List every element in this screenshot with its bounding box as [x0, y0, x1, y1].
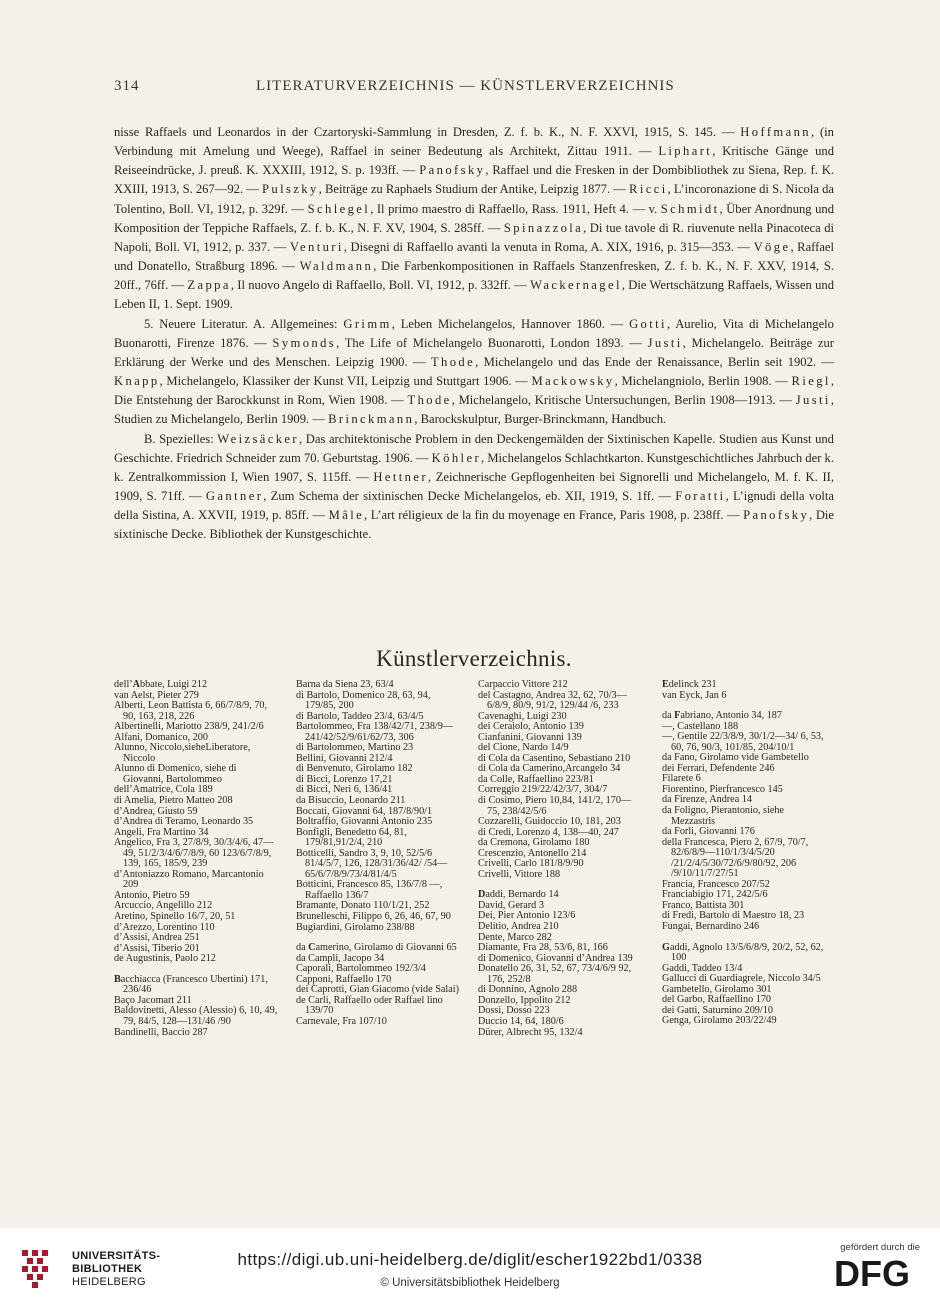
author-name: Thode	[430, 354, 476, 369]
index-entry	[114, 838, 278, 870]
running-title: LITERATURVERZEICHNIS — KÜNSTLERVERZEICHNIS	[256, 78, 675, 94]
author-name: Ricci	[629, 182, 668, 197]
index-entry	[296, 722, 460, 743]
text-segment: , Michelangelo. Beiträge zur Erklärung der Werke und des Menschen. Leipzig 1900. —	[114, 335, 834, 369]
index-entry-text: Francia, Francesco 207/52	[662, 878, 770, 890]
author-name: Vöge	[753, 239, 791, 254]
index-entry-text: Gambetello, Girolamo 301	[662, 983, 772, 995]
index-entry-text: di Cosimo, Piero 10,84, 141/2, 170—75, 238/42/5/6	[478, 795, 632, 817]
index-entry-text: da Colle, Raffaellino 223/81	[478, 773, 594, 785]
index-entry-text: Dossi, Dosso 223	[478, 1005, 550, 1017]
author-name: Schmidt	[660, 201, 720, 216]
index-entry-text: della Francesca, Piero 2, 67/9, 70/7, 82/6/8/9—110/1/3/4/5/20 /21/2/4/5/30/72/6/9/80/92, 206 /9/10/11/7/27/51	[662, 836, 809, 880]
index-entry-text: di Cola da Casentino, Sebastiano 210	[478, 752, 631, 764]
index-entry-text: Botticelli, Sandro 3, 9, 10, 52/5/6 81/4/5/7, 126, 128/31/36/42/ /54—65/6/7/8/9/73/4/81/4/5	[296, 847, 448, 880]
text-segment: , Zum Schema der sixtinischen Decke Michelangelos, eb. XII, 1919, S. 1ff. —	[263, 488, 676, 503]
index-entry-text: de Carli, Raffaello oder Raffael lino 139/70	[296, 994, 443, 1017]
index-entry-text: da Forli, Giovanni 176	[662, 826, 755, 838]
index-entry	[296, 1017, 460, 1028]
author-name: Panofsky	[743, 508, 810, 523]
index-entry	[114, 1006, 278, 1027]
index-entry-text: Brunelleschi, Filippo 6, 26, 46, 67, 90	[296, 911, 451, 923]
index-entry	[296, 691, 460, 712]
index-column-4	[662, 680, 826, 1027]
permalink-url[interactable]: https://digi.ub.uni-heidelberg.de/diglit/escher1922bd1/0338	[237, 1250, 703, 1269]
index-entry	[478, 1028, 642, 1039]
index-entry	[662, 922, 826, 933]
text-segment: , Die sixtinische Decke. Bibliothek der Kunstgeschichte.	[114, 508, 834, 542]
index-entry-text: da Campli, Jacopo 34	[296, 952, 385, 964]
index-entry-text: addi, Bernardo 14	[485, 889, 559, 901]
index-entry	[662, 943, 826, 964]
text-segment: 5. Neuere Literatur. A. Allgemeines:	[144, 316, 344, 331]
index-entry	[296, 849, 460, 881]
author-name: Gantner	[205, 488, 264, 503]
index-entry-text: Arcuccio, Angelillo 212	[114, 900, 213, 912]
text-segment: , Über Anordnung und Komposition der Teppiche Raffaels, Z. f. b. K., N. F. XV, 1904, S. 285ff. —	[114, 201, 835, 235]
index-entry	[662, 838, 826, 880]
index-entry-text: Fungai, Bernardino 246	[662, 921, 760, 933]
index-entry	[114, 870, 278, 891]
index-entry	[662, 691, 826, 702]
author-name: Köhler	[431, 450, 482, 465]
index-entry	[478, 796, 642, 817]
author-name: Gotti	[629, 316, 667, 331]
text-segment: , Di tue tavole di R. riuvenute nella Pinacoteca di Napoli, Boll. VI, 1912, p. 337. —	[114, 220, 835, 254]
index-entry-text: Diamante, Fra 28, 53/6, 81, 166	[478, 942, 608, 954]
index-entry-text: abriano, Antonio 34, 187	[680, 710, 782, 722]
index-entry	[662, 806, 826, 827]
text-segment: , Beiträge zu Raphaels Studium der Antike, Leipzig 1877. —	[318, 182, 630, 197]
index-entry-text: Genga, Girolamo 203/22/49	[662, 1015, 777, 1027]
index-entry-text: Donzello, Ippolito 212	[478, 994, 571, 1006]
index-entry-text: David, Gerard 3	[478, 899, 544, 911]
index-entry-text: Bonfigli, Benedetto 64, 81, 179/81,91/2/4, 210	[296, 826, 407, 849]
author-name: Brinckmann	[328, 412, 415, 427]
text-segment: , Il nuovo Angelo di Raffaello, Boll. VI, 1912, p. 332ff. —	[230, 278, 531, 293]
index-entry-text: Alfani, Domanico, 200	[114, 731, 208, 743]
text-segment: , Michelangelo, Klassiker der Kunst VII, Leipzig und Stuttgart 1906. —	[159, 374, 532, 389]
index-initial: C	[308, 942, 316, 954]
index-entry-text: Albertinelli, Mariotto 238/9, 241/2/6	[114, 721, 264, 733]
index-entry-text: dei Ferrari, Defendente 246	[662, 762, 775, 774]
index-entry-text: da Firenze, Andrea 14	[662, 794, 752, 806]
footer-bar	[0, 1228, 940, 1301]
index-entry-text: da Bisuccio, Leonardo 211	[296, 795, 406, 807]
text-segment: , Leben Michelangelos, Hannover 1860. —	[391, 316, 630, 331]
index-entry	[296, 828, 460, 849]
text-segment: nisse Raffaels und Leonardos in der Czartoryski-Sammlung in Dresden, Z. f. b. K., N. F. XXVI, 1915, S. 145. —	[114, 125, 741, 139]
text-segment: , Das architektonische Problem in den Deckengemälden der Sixtinischen Kapelle. Studien aus Kunst und Geschichte. Friedrich Schneider zum 70. Geburtstag. 1906. —	[114, 431, 834, 465]
literature-text	[114, 123, 834, 544]
author-name: Hettner	[373, 469, 428, 484]
index-entry-text: di Donnino, Agnolo 288	[478, 984, 578, 996]
index-entry-text: Barna da Siena 23, 63/4	[296, 679, 394, 690]
text-segment: , Michelangelo und das Ende der Renaissance, Berlin seit 1902. —	[475, 354, 834, 369]
author-name: Wackernagel	[530, 278, 622, 293]
index-entry	[114, 764, 278, 785]
text-segment: , Disegni di Raffaello avanti la venuta in Roma, A. XIX, 1916, p. 315—353. —	[343, 239, 754, 254]
author-name: Hoffmann	[740, 125, 811, 139]
index-entry-text: di Bartolo, Taddeo 23/4, 63/4/5	[296, 710, 424, 722]
index-entry-text: addi, Agnolo 13/5/6/8/9, 20/2, 52, 62, 100	[669, 941, 824, 964]
text-segment: , Michelangelo, Kritische Untersuchungen, Berlin 1908—1913. —	[451, 393, 796, 408]
index-entry-text: Carnevale, Fra 107/10	[296, 1015, 387, 1027]
text-segment: , The Life of Michelangelo Buonarotti, London 1893. —	[336, 335, 648, 350]
index-entry-text: Antonio, Pietro 59	[114, 889, 190, 901]
text-segment: , L’ignudi della volta della Sistina, A. XXVII, 1919, p. 85ff. —	[114, 488, 834, 523]
index-entry-text: Crivelli, Vittore 188	[478, 868, 561, 880]
index-entry-text: Carpaccio Vittore 212	[478, 679, 568, 690]
index-entry-text: di Amelia, Pietro Matteo 208	[114, 795, 233, 807]
index-column-1	[114, 680, 278, 1038]
literature-paragraph-spezielles	[114, 430, 834, 545]
index-entry-text: del Cione, Nardo 14/9	[478, 742, 569, 754]
author-name: Foratti	[675, 488, 726, 503]
index-entry-text: Caporali, Bartolommeo 192/3/4	[296, 963, 426, 975]
text-segment: , Raffael und Donatello, Straßburg 1896. —	[114, 239, 835, 274]
index-entry-text: di Bartolo, Domenico 28, 63, 94, 179/85, 200	[296, 689, 431, 712]
index-entry-text: delinck 231	[668, 679, 717, 690]
index-entry-text: —, Castellano 188	[662, 720, 739, 732]
index-entry-text: acchiacca (Francesco Ubertini) 171, 236/46	[120, 973, 268, 996]
text-segment: , Zeichnerische Gepflogenheiten bei Signorelli und Michelangelo, M. f. K. II, 1909, S. 71ff. —	[114, 469, 834, 503]
index-entry-text: dei Caprotti, Gian Giacomo (vide Salai)	[296, 984, 459, 996]
index-entry-text: dei Ceraiolo, Antonio 139	[478, 721, 584, 733]
author-name: Justi	[795, 393, 831, 408]
index-entry-text: Cozzarelli, Guidoccio 10, 181, 203	[478, 816, 621, 828]
index-entry-text: da Foligno, Pierantonio, siehe Mezzastris	[662, 805, 784, 827]
index-entry-text: Cianfanini, Giovanni 139	[478, 731, 582, 743]
index-entry-text: Bellini, Giovanni 212/4	[296, 752, 393, 764]
index-initial: D	[478, 889, 486, 901]
index-entry-text: d’Antoniazzo Romano, Marcantonio 209	[114, 868, 264, 891]
index-entry-text: di Fredi, Bartolo di Maestro 18, 23	[662, 910, 805, 922]
text-segment: , Die Farbenkompositionen in Raffaels Stanzenfresken, Z. f. b. K., N. F. XXV, 1914, S. 20ff., 76ff. —	[114, 259, 834, 293]
index-entry-text: del Castagno, Andrea 32, 62, 70/3—6/8/9, 80/9, 91/2, 129/44 /6, 233	[478, 689, 627, 712]
index-entry-text: Dente, Marco 282	[478, 931, 552, 943]
index-entry-text: Filarete 6	[662, 773, 701, 785]
index-entry	[114, 1028, 278, 1039]
dfg-logo-text: DFG	[834, 1256, 910, 1290]
index-column-2	[296, 680, 460, 1028]
dfg-funding-logo[interactable]	[834, 1242, 920, 1292]
index-entry-text: Alunno, Niccolo,sieheLiberatore, Niccolo	[114, 742, 251, 764]
index-entry-text: Bugiardini, Girolamo 238/88	[296, 921, 415, 933]
index-entry	[662, 732, 826, 753]
text-segment: , (in Verbindung mit Amelung und Weege), Raffael in seiner Bedeutung als Architekt, Zittau 1911. —	[114, 125, 834, 159]
text-segment: , Raffael und die Fresken in der Dombibliothek zu Siena, Rep. f. K. XXIII, 1913, S. 267—92. —	[114, 163, 834, 197]
index-entry	[662, 1016, 826, 1027]
index-entry-text: di Domenico, Giovanni d’Andrea 139	[478, 952, 633, 964]
author-name: Grimm	[343, 316, 392, 331]
index-entry-text: Bartolommeo, Fra 138/42/71, 238/9—241/42/52/9/61/62/73, 306	[296, 721, 454, 743]
index-entry-text: di Credi, Lorenzo 4, 138—40, 247	[478, 826, 619, 838]
index-initial: B	[114, 973, 121, 985]
index-entry-text: Aretino, Spinello 16/7, 20, 51	[114, 911, 236, 923]
index-entry-text: Crivelli, Carlo 181/8/9/90	[478, 858, 584, 870]
index-entry-text: Dürer, Albrecht 95, 132/4	[478, 1026, 583, 1038]
author-name: Symonds	[272, 335, 337, 350]
index-initial: G	[662, 941, 670, 953]
text-segment: , Michelangniolo, Berlin 1908. —	[614, 374, 792, 389]
author-name: Mackowsky	[531, 374, 615, 389]
index-entry-text: d’Assisi, Andrea 251	[114, 932, 200, 944]
index-entry-text: di Benvenuto, Girolamo 182	[296, 763, 413, 775]
index-entry	[296, 880, 460, 901]
index-entry	[296, 923, 460, 934]
author-name: Thode	[407, 393, 452, 408]
author-name: Mâle	[328, 508, 365, 523]
text-segment: , Aurelio, Vita di Michelangelo Buonarotti, Firenze 1876. —	[114, 316, 834, 350]
index-entry-text: del Garbo, Raffaellino 170	[662, 994, 772, 1006]
literature-paragraph-raffael	[114, 123, 834, 315]
author-name: Venturi	[289, 239, 344, 254]
index-entry-text: Baço Jacomart 211	[114, 994, 192, 1006]
index-entry	[296, 996, 460, 1017]
index-entry-text: van Eyck, Jan 6	[662, 689, 727, 701]
author-name: Waldmann	[299, 259, 374, 274]
index-entry-text: di Bartolommeo, Martino 23	[296, 742, 414, 754]
index-entry-text: —, Gentile 22/3/8/9, 30/1/2—34/ 6, 53, 60, 76, 90/3, 101/85, 204/10/1	[662, 731, 824, 753]
index-entry-text: Angelico, Fra 3, 27/8/9, 30/3/4/6, 47—49, 51/2/3/4/6/7/8/9, 60 123/6/7/8/9, 139, 165, 185/9, 239	[114, 837, 274, 870]
index-entry-text: Franciabigio 171, 242/5/6	[662, 889, 768, 901]
index-entry-text: d’Andrea, Giusto 59	[114, 805, 198, 817]
text-segment: , L’art réligieux de la fin du moyenage en France, Paris 1908, p. 238ff. —	[364, 508, 744, 523]
index-entry	[478, 691, 642, 712]
author-name: Justi	[647, 335, 683, 350]
author-name: Liphart	[658, 144, 713, 159]
index-entry-text: da	[662, 710, 675, 722]
index-entry-text: da Cremona, Girolamo 180	[478, 837, 590, 849]
index-initial: E	[662, 679, 669, 690]
index-entry-text: Crescenzio, Antonello 214	[478, 847, 587, 859]
library-name: UNIVERSITÄTS- BIBLIOTHEK HEIDELBERG	[72, 1250, 161, 1288]
index-column-3	[478, 680, 642, 1038]
text-segment: B. Spezielles:	[144, 431, 218, 446]
index-entry-text: Gaddi, Taddeo 13/4	[662, 962, 743, 974]
artist-index	[114, 680, 834, 1110]
index-entry-text: Cavenaghi, Luigi 230	[478, 710, 567, 722]
index-entry-text: dei Gatti, Saturnino 209/10	[662, 1004, 773, 1016]
index-entry-text: Donatello 26, 31, 52, 67, 73/4/6/9 92, 176, 252/8	[478, 963, 632, 985]
text-segment: , Studien zu Michelangelo, Berlin 1909. —	[114, 393, 834, 427]
index-entry-text: d’Andrea di Teramo, Leonardo 35	[114, 816, 254, 828]
text-segment: , Barockskulptur, Burger-Brinckmann, Handbuch.	[414, 412, 667, 427]
text-segment: , Il primo maestro di Raffaello, Rass. 1911, Heft 4. — v.	[370, 201, 661, 216]
author-name: Zappa	[187, 278, 231, 293]
index-entry	[478, 964, 642, 985]
funded-by-label: gefördert durch die	[840, 1242, 920, 1253]
page-number: 314	[114, 78, 140, 94]
dfg-logo-icon	[834, 1256, 920, 1290]
index-entry-text: d’Arezzo, Lorentino 110	[114, 921, 215, 933]
index-entry-text: dell’Amatrice, Cola 189	[114, 784, 213, 796]
index-entry-text: Bandinelli, Baccio 287	[114, 1026, 208, 1038]
index-entry-text: Boltraffio, Giovanni Antonio 235	[296, 816, 433, 828]
index-entry-text: Boccati, Giovanni 64, 187/8/90/1	[296, 805, 433, 817]
index-entry-text: Dei, Pier Antonio 123/6	[478, 910, 576, 922]
index-entry-text: van Aelst, Pieter 279	[114, 689, 199, 701]
index-entry	[114, 975, 278, 996]
index-entry-text: d’Assisi, Tiberio 201	[114, 942, 200, 954]
author-name: Knapp	[114, 374, 160, 389]
text-segment: , L’incoronazione di S. Nicola da Tolentino, Boll. VI, 1912, p. 329f. —	[114, 182, 834, 216]
index-entry-text: Franco, Battista 301	[662, 899, 745, 911]
author-name: Weizsäcker	[217, 431, 300, 446]
index-entry-text: di Cola da Camerino,Arcangelo 34	[478, 763, 621, 775]
index-entry-text: Alberti, Leon Battista 6, 66/7/8/9, 70, 90, 163, 218, 226	[114, 700, 268, 722]
index-entry-text: amerino, Girolamo di Giovanni 65	[315, 942, 457, 954]
index-entry-text: Fiorentino, Pierfrancesco 145	[662, 783, 783, 795]
author-name: Panofsky	[419, 163, 486, 178]
author-name: Spinazzola	[503, 220, 584, 235]
literature-paragraph-neuere-literatur	[114, 315, 834, 430]
index-entry-text: Capponi, Raffaello 170	[296, 973, 392, 985]
index-entry-text: de Augustinis, Paolo 212	[114, 953, 216, 965]
index-entry-text: Gallucci di Guardiagrele, Niccolo 34/5	[662, 973, 821, 985]
index-entry-text: da	[296, 942, 309, 954]
copyright-notice: © Universitätsbibliothek Heidelberg	[380, 1277, 560, 1289]
index-initial: F	[674, 710, 681, 722]
index-entry-text: dell’	[114, 679, 133, 690]
text-segment: , Michelangelos Schlachtkarton. Kunstgeschichtliches Jahrbuch der k. k. Zentralkommission I, Wien 1907, S. 115ff. —	[114, 450, 834, 484]
index-entry	[114, 701, 278, 722]
index-entry-text: Duccio 14, 64, 180/6	[478, 1015, 564, 1027]
section-title: Künstlerverzeichnis.	[376, 646, 572, 671]
text-segment: , Die Entstehung der Barockkunst in Rom, Wien 1908. —	[114, 374, 834, 408]
index-initial: A	[132, 679, 141, 690]
index-entry-text: Delitio, Andrea 210	[478, 921, 559, 933]
index-entry-text: Baldovinetti, Alesso (Alessio) 6, 10, 49, 79, 84/5, 128—131/46 /90	[114, 1005, 278, 1027]
index-entry-text: Angeli, Fra Martino 34	[114, 826, 209, 838]
index-entry-text: Correggio 219/22/42/3/7, 304/7	[478, 784, 608, 796]
index-entry-text: di Bicci, Lorenzo 17,21	[296, 773, 393, 785]
text-segment: , Die Wertschätzung Raffaels, Wissen und Leben II, 1. Sept. 1909.	[114, 278, 834, 312]
index-entry-text: da Fano, Girolamo vide Gambetello	[662, 752, 809, 764]
index-entry	[478, 870, 642, 881]
author-name: Riegl	[791, 374, 831, 389]
index-entry-text: Bramante, Donato 110/1/21, 252	[296, 900, 430, 912]
index-entry-text: di Bicci, Neri 6, 136/41	[296, 784, 393, 796]
index-entry	[114, 743, 278, 764]
author-name: Pulszky	[262, 182, 319, 197]
index-entry-text: bbate, Luigi 212	[140, 679, 208, 690]
index-entry	[114, 954, 278, 965]
index-entry-text: Botticini, Francesco 85, 136/7/8 —, Raffaello 136/7	[296, 879, 443, 901]
text-segment: , Kritische Gänge und Reiseeindrücke, J. preuß. K. XXXIII, 1912, S. p. 193ff. —	[114, 144, 835, 178]
author-name: Schlegel	[307, 201, 371, 216]
index-entry-text: Alunno di Domenico, siehe di Giovanni, Bartolommeo	[114, 763, 237, 785]
